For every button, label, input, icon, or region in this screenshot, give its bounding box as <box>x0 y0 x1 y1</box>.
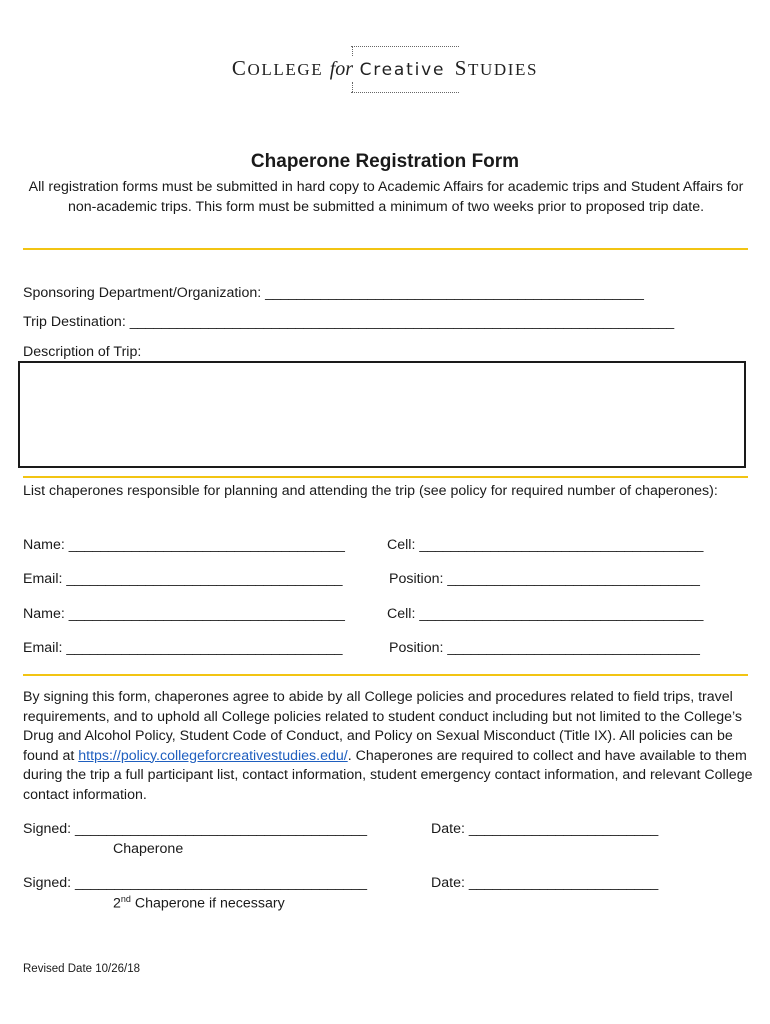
trip-destination-field[interactable]: Trip Destination: _____________________________________________________________________ <box>23 314 675 330</box>
divider-rule-3 <box>23 674 748 676</box>
logo-college-rest: OLLEGE <box>247 60 324 79</box>
date1-field[interactable]: Date: ________________________ <box>431 821 659 837</box>
divider-rule-2 <box>23 476 748 478</box>
signed2-caption <box>113 894 285 912</box>
caption2-number: 2 <box>113 895 121 912</box>
divider-rule-1 <box>23 248 748 250</box>
chaperone2-name-field[interactable]: Name: ___________________________________ <box>23 606 345 622</box>
description-of-trip-box[interactable] <box>18 361 746 468</box>
date2-field[interactable]: Date: ________________________ <box>431 875 659 891</box>
logo-studies: STUDIES <box>454 56 539 80</box>
agreement-text-before: By signing this form, chaperones agree to abide by all College policies and procedures related to field trips, travel requirements, and to uphold all College policies related to student conduct including but not limited to the College’s Drug and Alcohol Policy, Student Code of Conduct, and Policy on Sexual Misconduct (Title IX). All policies can be found at <box>23 689 743 764</box>
chaperone1-email-field[interactable]: Email: ___________________________________ <box>23 571 343 587</box>
form-intro: All registration forms must be submitted in hard copy to Academic Affairs for academic trips and Student Affairs for non-academic trips. This form must be submitted a minimum of two weeks prior to proposed trip date. <box>28 179 744 215</box>
logo-bottom-dotted-tick <box>352 82 353 92</box>
chaperone1-cell-field[interactable]: Cell: ____________________________________ <box>387 537 704 553</box>
form-title: Chaperone Registration Form <box>250 151 520 172</box>
revised-date: Revised Date 10/26/18 <box>23 963 140 975</box>
college-logo <box>0 56 770 81</box>
signed1-field[interactable]: Signed: _____________________________________ <box>23 821 368 837</box>
sponsoring-department-field[interactable]: Sponsoring Department/Organization: ________________________________________________ <box>23 285 644 301</box>
description-label: Description of Trip: <box>23 344 142 360</box>
chaperones-intro: List chaperones responsible for planning and attending the trip (see policy for required number of chaperones): <box>23 483 718 499</box>
logo-top-dotted-tick <box>352 46 353 56</box>
caption2-text: Chaperone if necessary <box>130 895 285 912</box>
signed2-field[interactable]: Signed: _____________________________________ <box>23 875 368 891</box>
chaperone1-position-field[interactable]: Position: ________________________________ <box>389 571 700 587</box>
chaperone2-position-field[interactable]: Position: ________________________________ <box>389 640 700 656</box>
logo-bottom-dotted-line <box>351 92 459 93</box>
logo-college: COLLEGE <box>231 56 324 80</box>
logo-creative: Creative <box>359 60 446 80</box>
logo-top-dotted-line <box>351 46 459 47</box>
agreement-text-after: . Chaperones are required to collect and have available to them during the trip a full participant list, contact information, student emergency contact information, and relevant College contact information. <box>23 747 753 803</box>
policy-link[interactable]: https://policy.collegeforcreativestudies.edu/ <box>78 747 348 764</box>
logo-for: for <box>329 58 354 80</box>
chaperone2-cell-field[interactable]: Cell: ____________________________________ <box>387 606 704 622</box>
chaperone1-name-field[interactable]: Name: ___________________________________ <box>23 537 345 553</box>
signed1-caption: Chaperone <box>113 841 184 857</box>
agreement-paragraph <box>23 688 753 805</box>
caption2-suffix: nd <box>120 894 131 904</box>
chaperone2-email-field[interactable]: Email: ___________________________________ <box>23 640 343 656</box>
